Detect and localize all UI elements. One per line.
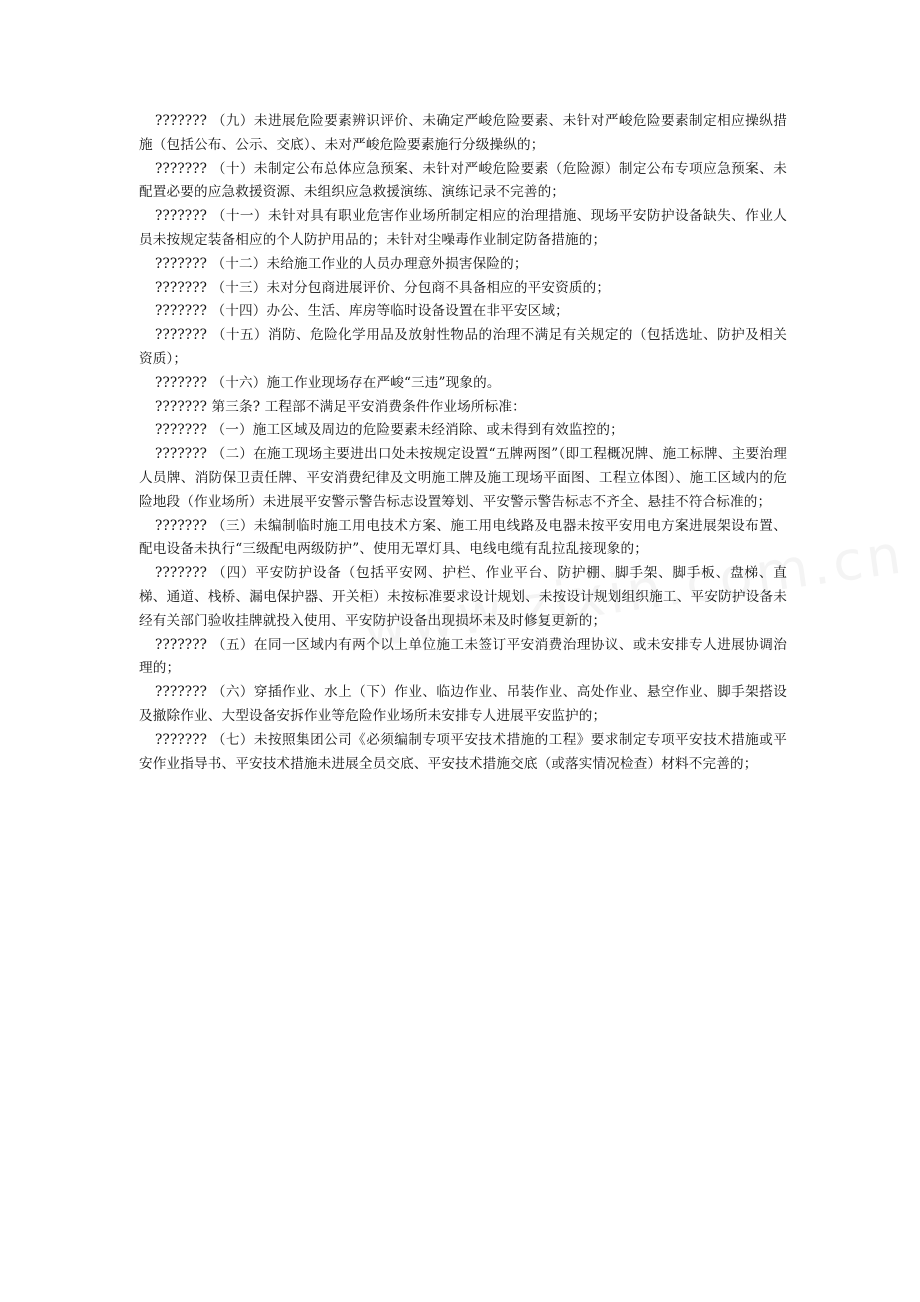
- paragraph-item-10: ??????? （十）未制定公布总体应急预案、未针对严峻危险要素（危险源）制定公布专项应急预案、未配置必要的应急救援资源、未组织应急救援演练、演练记录不完善的；: [139, 160, 787, 201]
- paragraph-item-9: ??????? （九）未进展危险要素辨识评价、未确定严峻危险要素、未针对严峻危险要素制定相应操纵措施（包括公布、公示、交底）、未对严峻危险要素施行分级操纵的；: [139, 113, 787, 153]
- paragraph-item-12: ??????? （十二）未给施工作业的人员办理意外损害保险的；: [155, 255, 528, 272]
- paragraph-item-7: ??????? （七）未按照集团公司《必须编制专项平安技术措施的工程》要求制定专项平安技术措施或平安作业指导书、平安技术措施未进展全员交底、平安技术措施交底（或落实情况检查）材料不完善的；: [139, 731, 787, 772]
- article-3-heading: ??????? 第三条? 工程部不满足平安消费条件作业场所标准：: [155, 398, 526, 415]
- paragraph-item-3: ??????? （三）未编制临时施工用电技术方案、施工用电线路及电器未按平安用电方案进展架设布置、配电设备未执行“三级配电两级防护”、使用无罩灯具、电线电缆有乱拉乱接现象的；: [139, 517, 787, 558]
- paragraph-item-13: ??????? （十三）未对分包商进展评价、分包商不具备相应的平安资质的；: [155, 279, 611, 296]
- paragraph-item-2: ??????? （二）在施工现场主要进出口处未按规定设置“五牌两图”（即工程概况牌、施工标牌、主要治理人员牌、消防保卫责任牌、平安消费纪律及文明施工牌及施工现场平面图、工程立体图）、施工区域内的危险地段（作业场所）未进展平安警示警告标志设置筹划、平安警示警告标志不齐全、悬挂不符合标准的；: [139, 446, 787, 510]
- document-body: [139, 110, 787, 776]
- paragraph-item-11: ??????? （十一）未针对具有职业危害作业场所制定相应的治理措施、现场平安防护设备缺失、作业人员未按规定装备相应的个人防护用品的；未针对尘噪毒作业制定防备措施的；: [139, 208, 787, 248]
- paragraph-item-16: ??????? （十六）施工作业现场存在严峻“三违”现象的。: [155, 374, 501, 391]
- paragraph-item-14: ??????? （十四）办公、生活、库房等临时设备设置在非平安区域；: [155, 303, 569, 320]
- paragraph-item-15: ??????? （十五）消防、危险化学用品及放射性物品的治理不满足有关规定的（包括选址、防护及相关资质）；: [139, 327, 787, 367]
- paragraph-item-6: ??????? （六）穿插作业、水上（下）作业、临边作业、吊装作业、高处作业、悬空作业、脚手架搭设及撤除作业、大型设备安拆作业等危险作业场所未安排专人进展平安监护的；: [139, 684, 787, 724]
- paragraph-item-1: ??????? （一）施工区域及周边的危险要素未经消除、或未得到有效监控的；: [155, 422, 624, 439]
- paragraph-item-5: ??????? （五）在同一区域内有两个以上单位施工未签订平安消费治理协议、或未安排专人进展协调治理的；: [139, 636, 787, 677]
- paragraph-item-4: ??????? （四）平安防护设备（包括平安网、护栏、作业平台、防护棚、脚手架、脚手板、盘梯、直梯、通道、栈桥、漏电保护器、开关柜）未按标准要求设计规划、未按设计规划组织施工、平安防护设备未经有关部门验收挂牌就投入使用、平安防护设备出现损坏未及时修复更新的；: [139, 565, 787, 629]
